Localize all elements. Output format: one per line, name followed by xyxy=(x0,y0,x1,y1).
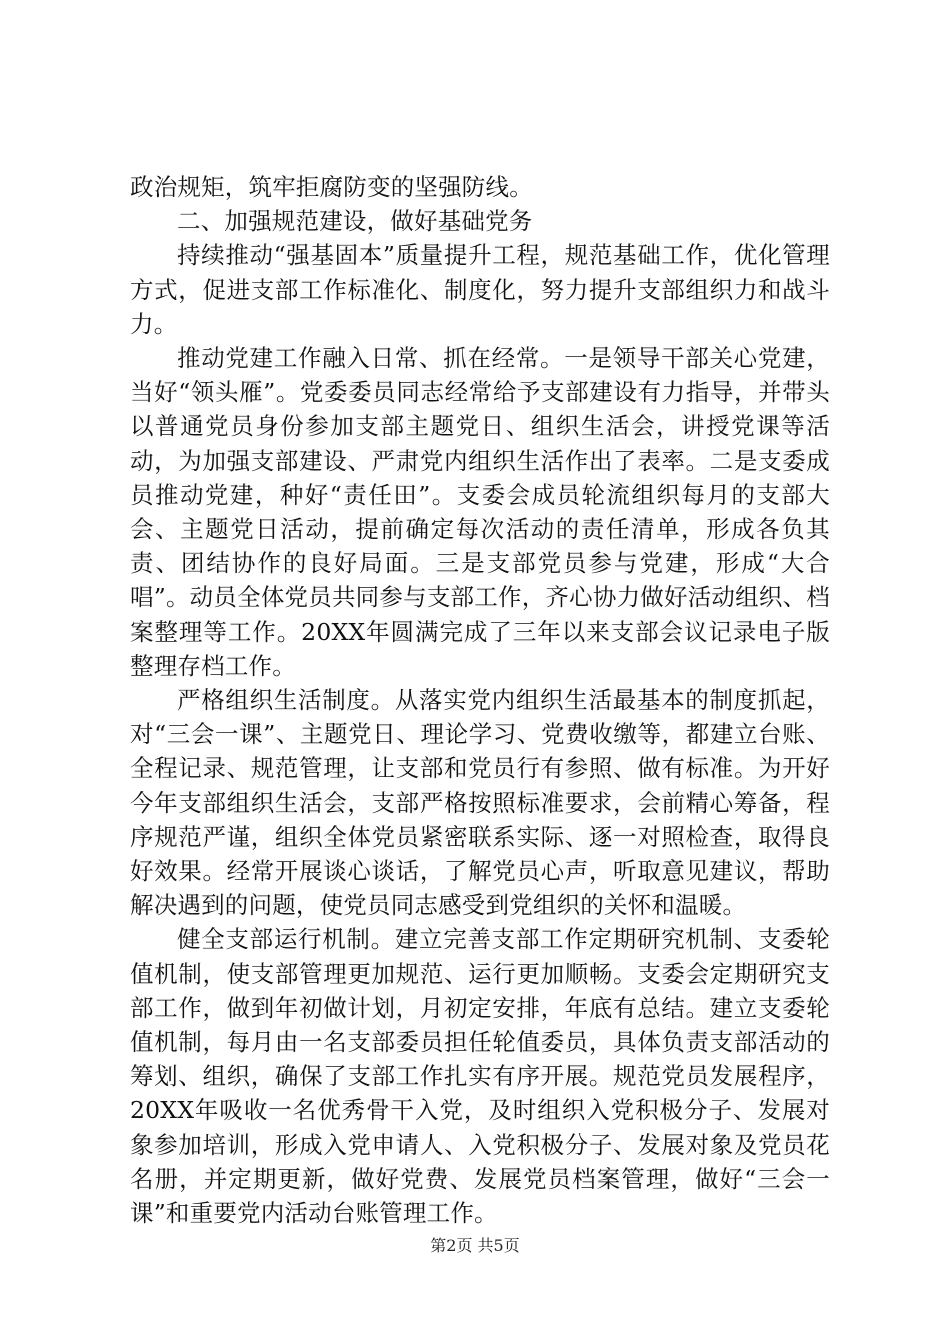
paragraph-operating-mechanism: 健全支部运行机制。建立完善支部工作定期研究机制、支委轮值机制，使支部管理更加规范、运行更加顺畅。支委会定期研究支部工作，做到年初做计划，月初定安排，年底有总结。建立支委轮值机制，每月由一名支部委员担任轮值委员，具体负责支部活动的筹划、组织，确保了支部工作扎实有序开展。规范党员发展程序，20XX年吸收一名优秀骨干入党，及时组织入党积极分子、发展对象参加培训，形成入党申请人、入党积极分子、发展对象及党员花名册，并定期更新，做好党费、发展党员档案管理，做好“三会一课”和重要党内活动台账管理工作。 xyxy=(130,925,830,1228)
page-number: 第2页 共5页 xyxy=(430,1236,520,1255)
paragraph-continuation: 政治规矩，筑牢拒腐防变的坚强防线。 xyxy=(130,173,533,201)
document-body xyxy=(130,170,830,1230)
section-heading: 二、加强规范建设，做好基础党务 xyxy=(177,207,533,236)
paragraph-intro: 持续推动“强基固本”质量提升工程，规范基础工作，优化管理方式，促进支部工作标准化、制度化，努力提升支部组织力和战斗力。 xyxy=(130,241,830,338)
paragraph-party-building: 推动党建工作融入日常、抓在经常。一是领导干部关心党建，当好“领头雁”。党委委员同志经常给予支部建设有力指导，并带头以普通党员身份参加支部主题党日、组织生活会，讲授党课等活动，为加强支部建设、严肃党内组织生活作出了表率。二是支委成员推动党建，种好“责任田”。支委会成员轮流组织每月的支部大会、主题党日活动，提前确定每次活动的责任清单，形成各负其责、团结协作的良好局面。三是支部党员参与党建，形成“大合唱”。动员全体党员共同参与支部工作，齐心协力做好活动组织、档案整理等工作。20XX年圆满完成了三年以来支部会议记录电子版整理存档工作。 xyxy=(130,344,830,680)
paragraph-organization-life: 严格组织生活制度。从落实党内组织生活最基本的制度抓起，对“三会一课”、主题党日、理论学习、党费收缴等，都建立台账、全程记录、规范管理，让支部和党员行有参照、做有标准。为开好今年支部组织生活会，支部严格按照标准要求，会前精心筹备，程序规范严谨，组织全体党员紧密联系实际、逐一对照检查，取得良好效果。经常开展谈心谈话，了解党员心声，听取意见建议，帮助解决遇到的问题，使党员同志感受到党组织的关怀和温暖。 xyxy=(130,686,830,920)
